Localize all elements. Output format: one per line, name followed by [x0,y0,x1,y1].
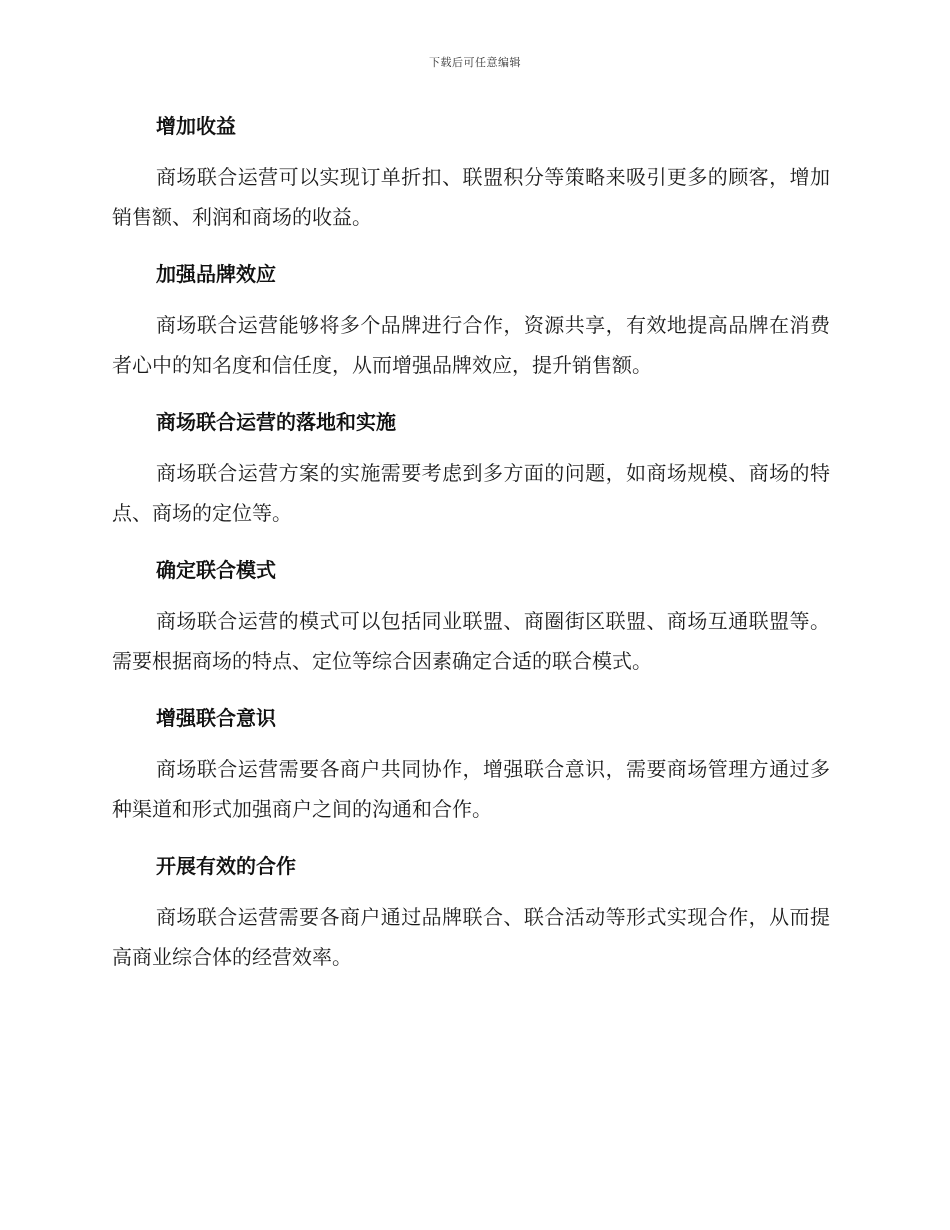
section-heading: 增加收益 [156,114,236,138]
section-paragraph: 商场联合运营需要各商户共同协作，增强联合意识，需要商场管理方通过多种渠道和形式加强商户之间的沟通和合作。 [112,757,830,821]
section-implementation [112,407,830,533]
section-paragraph: 商场联合运营能够将多个品牌进行合作，资源共享，有效地提高品牌在消费者心中的知名度和信任度，从而增强品牌效应，提升销售额。 [112,313,830,377]
document-content [112,111,830,999]
section-heading: 确定联合模式 [156,558,276,582]
section-heading: 开展有效的合作 [156,854,296,878]
section-paragraph: 商场联合运营需要各商户通过品牌联合、联合活动等形式实现合作，从而提高商业综合体的经营效率。 [112,905,830,969]
section-heading: 增强联合意识 [156,706,276,730]
page-header: 下载后可任意编辑 [429,56,521,69]
section-paragraph: 商场联合运营方案的实施需要考虑到多方面的问题，如商场规模、商场的特点、商场的定位等。 [112,461,830,525]
section-heading: 商场联合运营的落地和实施 [156,410,396,434]
section-heading: 加强品牌效应 [156,262,276,286]
section-paragraph: 商场联合运营可以实现订单折扣、联盟积分等策略来吸引更多的顾客，增加销售额、利润和商场的收益。 [112,165,830,229]
section-paragraph: 商场联合运营的模式可以包括同业联盟、商圈街区联盟、商场互通联盟等。需要根据商场的特点、定位等综合因素确定合适的联合模式。 [112,609,830,673]
section-cooperation-model [112,555,830,681]
section-brand-effect [112,259,830,385]
section-cooperation-awareness [112,703,830,829]
section-effective-cooperation [112,851,830,977]
section-increase-revenue [112,111,830,237]
